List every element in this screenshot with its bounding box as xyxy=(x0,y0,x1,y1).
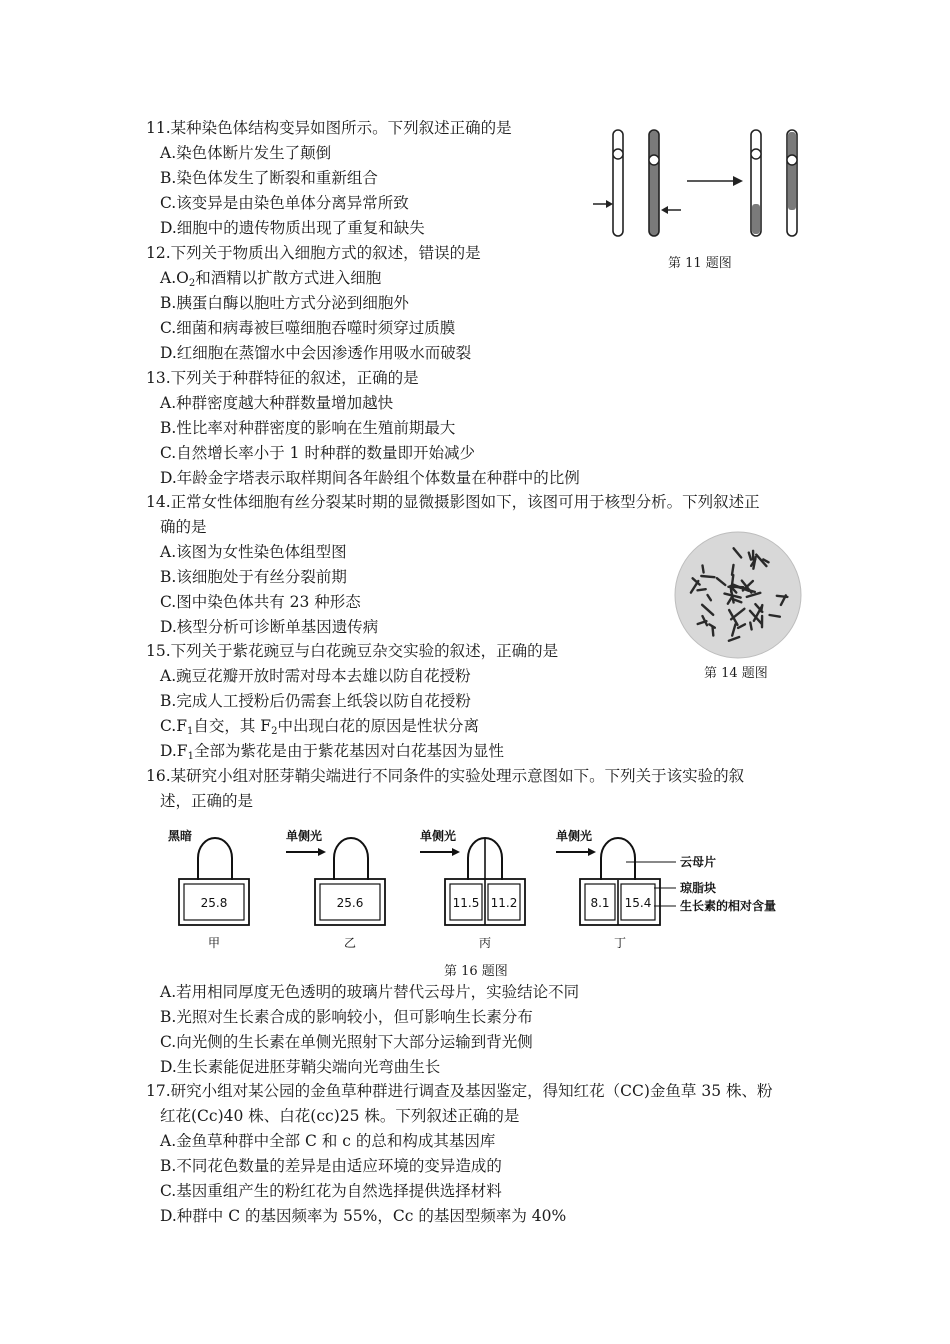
chromosome-stroke xyxy=(701,576,714,577)
q16-stem-line2: 述，正确的是 xyxy=(160,792,254,810)
q17-stem-line2: 红花(Cc)40 株、白花(cc)25 株。下列叙述正确的是 xyxy=(160,1107,520,1125)
q12-option-a: $A.O_2$和酒精以扩散方式进入细胞 xyxy=(160,269,382,289)
label-light-bing: 单侧光 xyxy=(420,829,457,843)
q11-option-a: A.染色体断片发生了颠倒 xyxy=(160,144,332,162)
legend-agar: 琼脂块 xyxy=(680,881,717,895)
q13-option-c: C.自然增长率小于 1 时种群的数量即开始减少 xyxy=(160,444,475,462)
name-bing: 丙 xyxy=(478,936,492,950)
value-ding-right: 15.4 xyxy=(624,896,652,910)
q12-option-d: D.红细胞在蒸馏水中会因渗透作用吸水而破裂 xyxy=(160,344,472,362)
q14-option-b: B.该细胞处于有丝分裂前期 xyxy=(160,568,347,586)
chromosome-stroke xyxy=(703,566,704,573)
value-bing-left: 11.5 xyxy=(452,896,480,910)
q17-option-d: D.种群中 C 的基因频率为 55%，Cc 的基因型频率为 40% xyxy=(160,1207,567,1225)
q16-stem-line1: 16.某研究小组对胚芽鞘尖端进行不同条件的实验处理示意图如下。下列关于该实验的叙 xyxy=(146,767,745,785)
legend-mica: 云母片 xyxy=(680,855,717,869)
figure-16-caption: 第 16 题图 xyxy=(444,964,508,979)
chromosome-translocation-figure xyxy=(585,124,815,250)
q14-option-c: C.图中染色体共有 23 种形态 xyxy=(160,593,361,611)
label-light-ding: 单侧光 xyxy=(556,829,593,843)
figure-14-caption: 第 14 题图 xyxy=(704,666,768,681)
chromosome-2 xyxy=(649,130,659,236)
karyotype-micrograph xyxy=(672,530,804,660)
value-yi: 25.6 xyxy=(336,896,364,910)
q12-option-b: B.胰蛋白酶以胞吐方式分泌到细胞外 xyxy=(160,294,409,312)
q11-option-d: D.细胞中的遗传物质出现了重复和缺失 xyxy=(160,219,425,237)
q16-option-a: A.若用相同厚度无色透明的玻璃片替代云母片，实验结论不同 xyxy=(160,983,580,1001)
q16-option-d: D.生长素能促进胚芽鞘尖端向光弯曲生长 xyxy=(160,1058,441,1076)
q11-stem: 11.某种染色体结构变异如图所示。下列叙述正确的是 xyxy=(146,119,512,137)
chromosome-stroke xyxy=(698,589,706,590)
chromosome-stroke xyxy=(732,565,734,575)
q15-option-a: A.豌豆花瓣开放时需对母本去雄以防自花授粉 xyxy=(160,667,471,685)
chromosome-stroke xyxy=(750,623,751,630)
q17-option-c: C.基因重组产生的粉红花为自然选择提供选择材料 xyxy=(160,1182,502,1200)
chromosome-stroke xyxy=(770,615,780,617)
q12-stem: 12.下列关于物质出入细胞方式的叙述，错误的是 xyxy=(146,244,481,262)
figure-11-caption: 第 11 题图 xyxy=(668,256,732,271)
q13-option-d: D.年龄金字塔表示取样期间各年龄组个体数量在种群中的比例 xyxy=(160,469,580,487)
q15-option-b: B.完成人工授粉后仍需套上纸袋以防自花授粉 xyxy=(160,692,471,710)
q15-stem: 15.下列关于紫花豌豆与白花豌豆杂交实验的叙述，正确的是 xyxy=(146,642,559,660)
q11-option-b: B.染色体发生了断裂和重新组合 xyxy=(160,169,378,187)
centromere-4 xyxy=(787,155,797,165)
q13-stem: 13.下列关于种群特征的叙述，正确的是 xyxy=(146,369,419,387)
chromosome-1 xyxy=(613,130,623,236)
value-ding-left: 8.1 xyxy=(590,896,610,910)
q14-option-d: D.核型分析可诊断单基因遗传病 xyxy=(160,618,379,636)
centromere-1 xyxy=(613,149,623,159)
centromere-3 xyxy=(751,149,761,159)
q16-option-b: B.光照对生长素合成的影响较小，但可影响生长素分布 xyxy=(160,1008,533,1026)
name-yi: 乙 xyxy=(343,936,357,950)
name-jia: 甲 xyxy=(207,936,221,950)
q13-option-b: B.性比率对种群密度的影响在生殖前期最大 xyxy=(160,419,456,437)
label-light-yi: 单侧光 xyxy=(286,829,323,843)
legend-auxin: 生长素的相对含量 xyxy=(680,899,777,913)
q14-stem-line1: 14.正常女性体细胞有丝分裂某时期的显微摄影图如下，该图可用于核型分析。下列叙述正 xyxy=(146,493,760,511)
q17-stem-line1: 17.研究小组对某公园的金鱼草种群进行调查及基因鉴定，得知红花（CC)金鱼草 35 株、粉 xyxy=(146,1082,773,1100)
centromere-2 xyxy=(649,155,659,165)
q13-option-a: A.种群密度越大种群数量增加越快 xyxy=(160,394,394,412)
value-bing-right: 11.2 xyxy=(490,896,518,910)
value-jia: 25.8 xyxy=(200,896,228,910)
q17-option-a: A.金鱼草种群中全部 C 和 c 的总和构成其基因库 xyxy=(160,1132,496,1150)
chromosome-stroke xyxy=(777,596,788,597)
q17-option-b: B.不同花色数量的差异是由适应环境的变异造成的 xyxy=(160,1157,502,1175)
label-dark: 黑暗 xyxy=(168,829,193,843)
q15-option-d: $D.F_1$全部为紫花是由于紫花基因对白花基因为显性 xyxy=(160,742,504,762)
coleoptile-experiment-figure xyxy=(160,820,800,980)
q14-option-a: A.该图为女性染色体组型图 xyxy=(160,543,347,561)
q14-stem-line2: 确的是 xyxy=(160,518,207,536)
q16-option-c: C.向光侧的生长素在单侧光照射下大部分运输到背光侧 xyxy=(160,1033,533,1051)
q11-option-c: C.该变异是由染色单体分离异常所致 xyxy=(160,194,409,212)
q15-option-c: $C.F_1$自交，其 $F_2$中出现白花的原因是性状分离 xyxy=(160,717,479,737)
name-ding: 丁 xyxy=(613,936,627,950)
q12-option-c: C.细菌和病毒被巨噬细胞吞噬时须穿过质膜 xyxy=(160,319,456,337)
